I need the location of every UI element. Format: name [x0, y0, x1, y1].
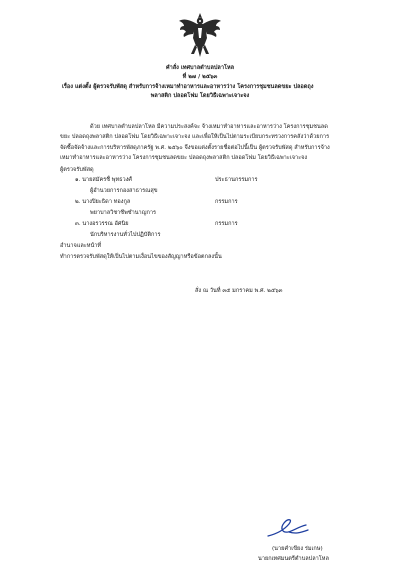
member-position: พยาบาลวิชาชีพชำนาญการ — [90, 210, 156, 216]
order-date: สั่ง ณ วันที่ ๓๕ มกราคม พ.ศ. ๒๕๖๓ — [195, 288, 283, 294]
committee-heading: ผู้ตรวจรับพัสดุ — [60, 167, 94, 173]
signer-title: นายกเทศมนตรีตำบลปลาโหล — [258, 556, 329, 562]
duty-heading: อำนาจและหน้าที่ — [60, 243, 102, 249]
subject-line-1: เรื่อง แต่งตั้ง ผู้ตรวจรับพัสดุ สำหรับการจ้างเหมาทำอาหารและอาหารว่าง โครงการชุมชนลดขยะ ปลอดถุง — [62, 84, 314, 90]
member-name: ๒. นางปิยะธิดา ทองกูล — [75, 199, 131, 205]
body-paragraph-line: ด้วย เทศบาลตำบลปลาโหล มีความประสงค์จะ จ้างเหมาทำอาหารและอาหารว่าง โครงการชุมชนลด — [90, 124, 328, 130]
body-paragraph-line: จัดซื้อจัดจ้างและการบริหารพัสดุภาครัฐ พ.ศ. ๒๕๖๐ จึงขอแต่งตั้งรายชื่อต่อไปนี้เป็น ผู้ตรวจรับพัสดุ สำหรับการจ้าง — [60, 145, 330, 151]
member-role: ประธานกรรมการ — [215, 177, 258, 183]
signer-name: (นายคำเขียง ร่มเกษ) — [272, 546, 323, 552]
member-name: ๑. นายสมัครชื่ พุทธวงศ์ — [75, 177, 132, 183]
member-position: ผู้อำนวยการกองสาธารณสุข — [90, 188, 158, 194]
garuda-emblem-icon — [178, 12, 222, 58]
member-name: ๓. นางอรวรรณ อัศนิย — [75, 221, 129, 227]
order-number: ที่ ๒๗ / ๒๕๖๓ — [182, 74, 218, 80]
duty-text: ทำการตรวจรับพัสดุให้เป็นไปตามเงื่อนไขของสัญญาหรือข้อตกลงนั้น — [60, 254, 222, 260]
member-role: กรรมการ — [215, 199, 238, 205]
signature-icon — [262, 514, 312, 544]
order-title: คำสั่ง เทศบาลตำบลปลาโหล — [165, 65, 235, 71]
subject-line-2: พลาสติก ปลอดโฟม โดยวิธีเฉพาะเจาะจง — [150, 93, 250, 99]
body-paragraph-line: เหมาทำอาหารและอาหารว่าง โครงการชุมชนลดขยะ ปลอดถุงพลาสติก ปลอดโฟม โดยวิธีเฉพาะเจาะจง — [60, 155, 308, 161]
member-position: นักบริหารงานทั่วไปปฏิบัติการ — [90, 232, 161, 238]
body-paragraph-line: ขยะ ปลอดถุงพลาสติก ปลอดโฟม โดยวิธีเฉพาะเจาะจง และเพื่อให้เป็นไปตามระเบียบกระทรวงการคลังว่าด้วยการ — [60, 134, 330, 140]
member-role: กรรมการ — [215, 221, 238, 227]
